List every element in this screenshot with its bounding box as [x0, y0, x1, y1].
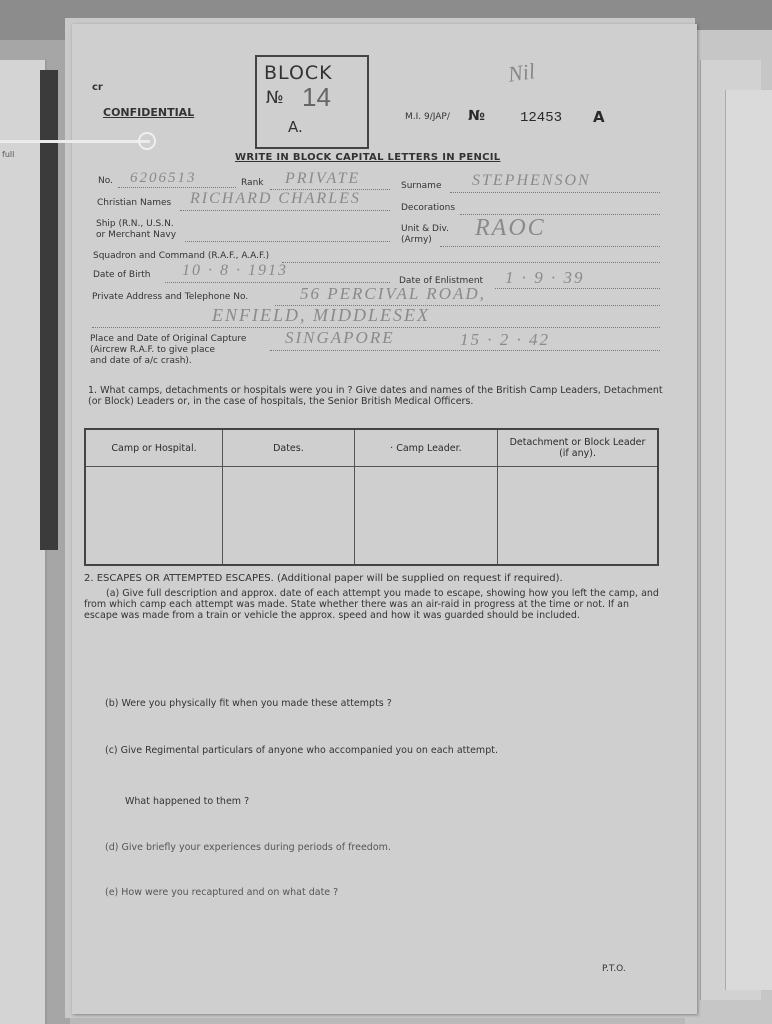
camps-table-cell	[223, 467, 355, 566]
surname-label: Surname	[401, 181, 442, 191]
left-page-fragment-text: full	[2, 150, 15, 159]
rank-label: Rank	[241, 178, 264, 188]
tag-string-knot	[138, 132, 156, 150]
section-2-title: 2. ESCAPES OR ATTEMPTED ESCAPES. (Additional paper will be supplied on request if required).	[84, 573, 563, 584]
capture-place-value: SINGAPORE	[285, 328, 395, 347]
mi9-reference: M.I. 9/JAP/	[405, 112, 450, 122]
unit-value: RAOC	[475, 215, 546, 241]
camps-table-cell	[354, 467, 497, 566]
camps-table-cell	[85, 467, 223, 566]
surname-value: STEPHENSON	[472, 172, 591, 189]
handwritten-annotation: Nil	[506, 58, 537, 87]
unit-label-line1: Unit & Div.	[401, 224, 449, 234]
ship-label-line2: or Merchant Navy	[96, 230, 177, 240]
block-stamp-letter: A.	[288, 118, 303, 136]
tag-string	[0, 140, 150, 143]
christian-names-value: RICHARD CHARLES	[190, 190, 361, 207]
section-2e-text: (e) How were you recaptured and on what date ?	[105, 887, 339, 898]
block-stamp-number-label: №	[266, 88, 284, 108]
ship-label-line1: Ship (R.N., U.S.N.	[96, 219, 174, 229]
unit-label-line2: (Army)	[401, 235, 432, 245]
rank-value: PRIVATE	[285, 170, 361, 187]
capture-date-value: 15 · 2 · 42	[460, 330, 550, 349]
section-2b-text: (b) Were you physically fit when you made these attempts ?	[105, 698, 392, 709]
service-number-value: 6206513	[130, 170, 197, 186]
camps-table-header: Camp or Hospital.	[85, 429, 223, 467]
section-2a-text: (a) Give full description and approx. date of each attempt you made to escape, showing how you left the camp, and from which camp each attempt was made. State whether there was an air-raid in progress at the time or not. If an escape was made from a train or vehicle the approx. speed and how it was guarded should be included.	[84, 588, 659, 621]
service-number-label: No.	[98, 176, 113, 186]
enlistment-date-label: Date of Enlistment	[399, 276, 484, 286]
document-number-label: №	[468, 108, 485, 124]
date-of-birth-label: Date of Birth	[93, 270, 151, 280]
section-2d-text: (d) Give briefly your experiences during periods of freedom.	[105, 842, 391, 853]
address-line1: 56 PERCIVAL ROAD,	[300, 284, 486, 303]
header-code: cr	[92, 82, 103, 93]
address-line2: ENFIELD, MIDDLESEX	[212, 305, 430, 325]
address-label: Private Address and Telephone No.	[92, 292, 249, 302]
capture-label-line2: (Aircrew R.A.F. to give place	[90, 345, 216, 355]
camps-table-header: · Camp Leader.	[354, 429, 497, 467]
block-stamp-title: BLOCK	[264, 62, 333, 84]
form-instruction: WRITE IN BLOCK CAPITAL LETTERS IN PENCIL	[235, 152, 501, 163]
camps-table-header: Dates.	[223, 429, 355, 467]
camps-table	[84, 428, 659, 566]
confidential-label: CONFIDENTIAL	[103, 106, 195, 119]
squadron-label: Squadron and Command (R.A.F., A.A.F.)	[93, 251, 270, 261]
date-of-birth-value: 10 · 8 · 1913	[182, 262, 288, 279]
capture-label-line3: and date of a/c crash).	[90, 356, 192, 366]
capture-label-line1: Place and Date of Original Capture	[90, 334, 247, 344]
section-2c-followup: What happened to them ?	[125, 796, 250, 807]
right-paper-edge-far	[725, 90, 772, 990]
pto-label: P.T.O.	[602, 964, 626, 974]
document-number: 12453	[520, 110, 563, 126]
question-1: 1. What camps, detachments or hospitals were you in ? Give dates and names of the British Camp Leaders, Detachment (or Block) Leaders or, in the case of hospitals, the Senior British Medical Officers.	[88, 385, 663, 407]
decorations-label: Decorations	[401, 203, 456, 213]
camps-table-header: Detachment or Block Leader (if any).	[498, 429, 658, 467]
block-stamp-number: 14	[302, 82, 331, 112]
christian-names-label: Christian Names	[97, 198, 172, 208]
enlistment-date-value: 1 · 9 · 39	[505, 268, 585, 287]
section-2c-text: (c) Give Regimental particulars of anyone who accompanied you on each attempt.	[105, 745, 498, 756]
document-number-suffix: A	[593, 108, 605, 126]
camps-table-cell	[498, 467, 658, 566]
